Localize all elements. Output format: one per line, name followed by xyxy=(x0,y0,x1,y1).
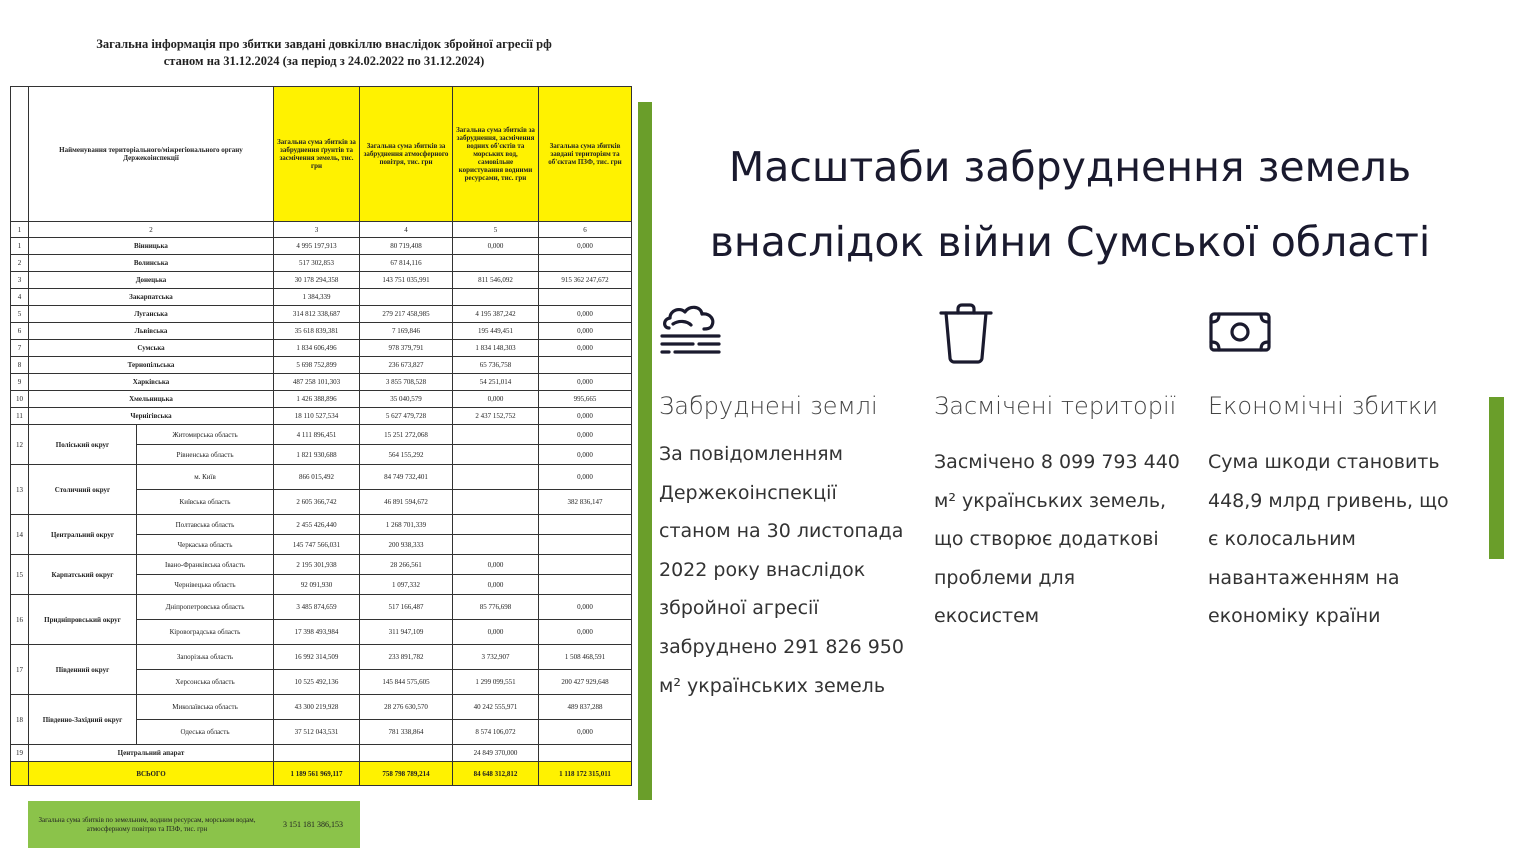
air-value: 67 814,116 xyxy=(360,255,453,272)
region-name: Херсонська область xyxy=(137,670,274,695)
region-name: Львівська xyxy=(29,323,274,340)
reserve-value xyxy=(539,357,632,374)
row-index: 3 xyxy=(11,272,29,289)
column-heading: Економічні збитки xyxy=(1208,392,1439,420)
water-value: 40 242 555,971 xyxy=(453,695,539,720)
reserve-value xyxy=(539,255,632,272)
row-index: 2 xyxy=(11,255,29,272)
water-value: 24 849 370,000 xyxy=(453,745,539,762)
smog-icon xyxy=(659,300,723,364)
slide-title-line-2: внаслідок війни Сумської області xyxy=(709,218,1431,266)
trash-icon xyxy=(934,300,998,364)
column-text: Засмічено 8 099 793 440 м² українських земель, що створює додаткові проблеми для екосистем xyxy=(934,451,1180,628)
soil-value: 2 455 426,440 xyxy=(274,515,360,535)
reserve-value xyxy=(539,515,632,535)
soil-value: 37 512 043,531 xyxy=(274,720,360,745)
column-number-row xyxy=(11,222,632,238)
summary-value: 3 151 181 386,153 xyxy=(283,820,343,829)
air-value: 1 268 701,339 xyxy=(360,515,453,535)
region-name: Черкаська область xyxy=(137,535,274,555)
air-value: 279 217 458,985 xyxy=(360,306,453,323)
water-value: 0,000 xyxy=(453,620,539,645)
column-text: За повідомленням Держекоінспекції станом на 30 листопада 2022 року внаслідок збройної агресії забруднено 291 826 950 м² українських земель xyxy=(659,443,904,697)
row-index: 6 xyxy=(11,323,29,340)
soil-value: 5 698 752,899 xyxy=(274,357,360,374)
row-index: 10 xyxy=(11,391,29,408)
soil-value: 35 618 839,381 xyxy=(274,323,360,340)
water-total: 84 648 312,812 xyxy=(453,762,539,786)
soil-value: 30 178 294,358 xyxy=(274,272,360,289)
water-value xyxy=(453,490,539,515)
total-summary-box xyxy=(28,801,360,848)
reserve-value: 0,000 xyxy=(539,374,632,391)
region-name: Миколаївська область xyxy=(137,695,274,720)
document-subtitle: станом на 31.12.2024 (за період з 24.02.2022 по 31.12.2024) xyxy=(163,54,485,68)
reserve-value xyxy=(539,289,632,306)
region-name: Кіровоградська область xyxy=(137,620,274,645)
table-row xyxy=(11,238,632,255)
soil-value: 4 111 896,451 xyxy=(274,425,360,445)
reserve-value: 0,000 xyxy=(539,323,632,340)
air-value: 46 891 594,672 xyxy=(360,490,453,515)
table-row xyxy=(11,515,632,535)
region-name: Луганська xyxy=(29,306,274,323)
reserve-value: 0,000 xyxy=(539,445,632,465)
water-value xyxy=(453,255,539,272)
water-value: 1 299 099,551 xyxy=(453,670,539,695)
reserve-value: 0,000 xyxy=(539,425,632,445)
row-index: 4 xyxy=(11,289,29,306)
soil-value: 3 485 874,659 xyxy=(274,595,360,620)
col-number: 2 xyxy=(29,222,274,238)
air-value: 5 627 479,728 xyxy=(360,408,453,425)
row-index: 19 xyxy=(11,745,29,762)
water-value: 54 251,014 xyxy=(453,374,539,391)
region-name: Хмельницька xyxy=(29,391,274,408)
water-value: 4 195 387,242 xyxy=(453,306,539,323)
table-row xyxy=(11,323,632,340)
summary-label: Загальна сума збитків по земельним, водним ресурсам, морським водам, атмосферному повітрю та ПЗФ, тис. грн xyxy=(38,815,256,833)
row-index: 16 xyxy=(11,595,29,645)
water-value xyxy=(453,535,539,555)
reserve-value: 1 508 468,591 xyxy=(539,645,632,670)
region-name: Центральний апарат xyxy=(29,745,274,762)
air-value: 15 251 272,068 xyxy=(360,425,453,445)
air-value: 28 276 630,570 xyxy=(360,695,453,720)
air-value: 978 379,791 xyxy=(360,340,453,357)
district-name: Південний округ xyxy=(29,645,137,695)
air-total: 758 798 789,214 xyxy=(360,762,453,786)
table-row xyxy=(11,695,632,720)
air-value: 311 947,109 xyxy=(360,620,453,645)
region-name: Донецька xyxy=(29,272,274,289)
table-row xyxy=(11,595,632,620)
column-text: Сума шкоди становить 448,9 млрд гривень, що є колосальним навантаженням на економіку країни xyxy=(1208,451,1449,628)
soil-total: 1 189 561 969,117 xyxy=(274,762,360,786)
air-value: 781 338,864 xyxy=(360,720,453,745)
reserve-value xyxy=(539,745,632,762)
district-name: Придніпровський округ xyxy=(29,595,137,645)
water-value xyxy=(453,465,539,490)
soil-value: 16 992 314,509 xyxy=(274,645,360,670)
table-row xyxy=(11,340,632,357)
header-reserve: Загальна сума збитків завдані територіям та об'єктам ПЗФ, тис. грн xyxy=(539,87,632,222)
water-value: 2 437 152,752 xyxy=(453,408,539,425)
reserve-value: 0,000 xyxy=(539,620,632,645)
water-value: 0,000 xyxy=(453,238,539,255)
soil-value: 487 258 101,303 xyxy=(274,374,360,391)
col-number: 4 xyxy=(360,222,453,238)
row-index: 13 xyxy=(11,465,29,515)
region-name: Одеська область xyxy=(137,720,274,745)
soil-value: 18 110 527,534 xyxy=(274,408,360,425)
soil-value: 866 015,492 xyxy=(274,465,360,490)
reserve-value: 382 836,147 xyxy=(539,490,632,515)
column-heading: Забруднені землі xyxy=(659,392,878,420)
soil-value: 1 834 606,496 xyxy=(274,340,360,357)
reserve-value xyxy=(539,575,632,595)
region-name: м. Київ xyxy=(137,465,274,490)
water-value xyxy=(453,425,539,445)
col-number: 3 xyxy=(274,222,360,238)
region-name: Рівненська область xyxy=(137,445,274,465)
air-value: 517 166,487 xyxy=(360,595,453,620)
reserve-value: 0,000 xyxy=(539,595,632,620)
soil-value: 10 525 492,136 xyxy=(274,670,360,695)
soil-value: 517 302,853 xyxy=(274,255,360,272)
region-name: Запорізька область xyxy=(137,645,274,670)
reserve-value: 489 837,288 xyxy=(539,695,632,720)
region-name: Київська область xyxy=(137,490,274,515)
region-name: Закарпатська xyxy=(29,289,274,306)
row-index: 14 xyxy=(11,515,29,555)
table-row xyxy=(11,272,632,289)
air-value: 35 040,579 xyxy=(360,391,453,408)
economic-losses-column xyxy=(1208,300,1456,636)
table-row xyxy=(11,306,632,323)
region-name: Житомирська область xyxy=(137,425,274,445)
water-value xyxy=(453,289,539,306)
row-index xyxy=(11,762,29,786)
air-value: 7 169,846 xyxy=(360,323,453,340)
water-value: 1 834 148,303 xyxy=(453,340,539,357)
money-icon xyxy=(1208,300,1272,364)
soil-value: 4 995 197,913 xyxy=(274,238,360,255)
table-row xyxy=(11,555,632,575)
table-row xyxy=(11,745,632,762)
table-row xyxy=(11,357,632,374)
soil-value: 2 605 366,742 xyxy=(274,490,360,515)
region-name: Тернопільська xyxy=(29,357,274,374)
table-total-row xyxy=(11,762,632,786)
header-soil: Загальна сума збитків за забруднення ґрунтів та засмічення земель, тис. грн xyxy=(274,87,360,222)
row-index: 12 xyxy=(11,425,29,465)
district-name: Поліський округ xyxy=(29,425,137,465)
region-name: Івано-Франківська область xyxy=(137,555,274,575)
table-row xyxy=(11,374,632,391)
table-row xyxy=(11,289,632,306)
damage-table xyxy=(10,86,632,786)
accent-bar-right xyxy=(1489,397,1504,559)
water-value: 0,000 xyxy=(453,575,539,595)
air-value: 1 097,332 xyxy=(360,575,453,595)
district-name: Центральний округ xyxy=(29,515,137,555)
soil-value: 2 195 301,938 xyxy=(274,555,360,575)
region-name: Волинська xyxy=(29,255,274,272)
air-value: 145 844 575,605 xyxy=(360,670,453,695)
district-name: Карпатський округ xyxy=(29,555,137,595)
row-index: 1 xyxy=(11,238,29,255)
region-name: Вінницька xyxy=(29,238,274,255)
district-name: Столичний округ xyxy=(29,465,137,515)
air-value xyxy=(360,745,453,762)
accent-bar-left xyxy=(638,102,652,800)
air-value: 3 855 708,528 xyxy=(360,374,453,391)
total-label: ВСЬОГО xyxy=(29,762,274,786)
reserve-value xyxy=(539,555,632,575)
reserve-value: 0,000 xyxy=(539,720,632,745)
air-value: 143 751 035,991 xyxy=(360,272,453,289)
reserve-value: 0,000 xyxy=(539,238,632,255)
water-value xyxy=(453,515,539,535)
water-value: 85 776,698 xyxy=(453,595,539,620)
region-name: Чернівецька область xyxy=(137,575,274,595)
reserve-value: 0,000 xyxy=(539,306,632,323)
row-index: 9 xyxy=(11,374,29,391)
row-index: 17 xyxy=(11,645,29,695)
soil-value: 17 398 493,984 xyxy=(274,620,360,645)
slide-title-line-1: Масштаби забруднення земель xyxy=(728,143,1412,191)
table-row xyxy=(11,645,632,670)
reserve-value: 0,000 xyxy=(539,340,632,357)
air-value: 84 749 732,401 xyxy=(360,465,453,490)
row-index: 5 xyxy=(11,306,29,323)
water-value: 65 736,758 xyxy=(453,357,539,374)
slide-title xyxy=(660,130,1480,280)
air-value: 236 673,827 xyxy=(360,357,453,374)
reserve-value: 915 362 247,672 xyxy=(539,272,632,289)
row-index: 7 xyxy=(11,340,29,357)
water-value: 195 449,451 xyxy=(453,323,539,340)
water-value: 0,000 xyxy=(453,391,539,408)
table-row xyxy=(11,255,632,272)
region-name: Дніпропетровська область xyxy=(137,595,274,620)
header-name: Найменування територіального/міжрегіонального органу Держекоінспекції xyxy=(29,87,274,222)
soil-value: 1 821 930,688 xyxy=(274,445,360,465)
reserve-value: 200 427 929,648 xyxy=(539,670,632,695)
soil-value: 1 384,339 xyxy=(274,289,360,306)
water-value: 811 546,092 xyxy=(453,272,539,289)
column-heading: Засмічені території xyxy=(934,392,1177,420)
air-value: 80 719,408 xyxy=(360,238,453,255)
water-value xyxy=(453,445,539,465)
table-row xyxy=(11,391,632,408)
table-header-row xyxy=(11,87,632,222)
polluted-lands-column xyxy=(659,300,907,705)
row-index: 8 xyxy=(11,357,29,374)
air-value: 200 938,333 xyxy=(360,535,453,555)
col-number: 6 xyxy=(539,222,632,238)
district-name: Південно-Західний округ xyxy=(29,695,137,745)
reserve-total: 1 118 172 315,011 xyxy=(539,762,632,786)
document-title: Загальна інформація про збитки завдані довкіллю внаслідок збройної агресії рф xyxy=(96,37,552,51)
header-index xyxy=(11,87,29,222)
region-name: Харківська xyxy=(29,374,274,391)
header-air: Загальна сума збитків за забруднення атмосферного повітря, тис. грн xyxy=(360,87,453,222)
soil-value: 92 091,930 xyxy=(274,575,360,595)
littered-territories-column xyxy=(934,300,1182,636)
water-value: 8 574 106,072 xyxy=(453,720,539,745)
region-name: Сумська xyxy=(29,340,274,357)
soil-value: 43 300 219,928 xyxy=(274,695,360,720)
col-number: 1 xyxy=(11,222,29,238)
air-value: 564 155,292 xyxy=(360,445,453,465)
air-value: 233 891,782 xyxy=(360,645,453,670)
region-name: Чернігівська xyxy=(29,408,274,425)
col-number: 5 xyxy=(453,222,539,238)
water-value: 0,000 xyxy=(453,555,539,575)
soil-value: 314 812 338,687 xyxy=(274,306,360,323)
table-row xyxy=(11,465,632,490)
soil-value: 145 747 566,031 xyxy=(274,535,360,555)
table-row xyxy=(11,425,632,445)
reserve-value xyxy=(539,535,632,555)
table-row xyxy=(11,408,632,425)
air-value xyxy=(360,289,453,306)
row-index: 15 xyxy=(11,555,29,595)
region-name: Полтавська область xyxy=(137,515,274,535)
soil-value xyxy=(274,745,360,762)
reserve-value: 0,000 xyxy=(539,408,632,425)
reserve-value: 0,000 xyxy=(539,465,632,490)
header-water: Загальна сума збитків за забруднення, засмічення водних об'єктів та морських вод, самовільне користування водними ресурсами, тис. грн xyxy=(453,87,539,222)
water-value: 3 732,907 xyxy=(453,645,539,670)
reserve-value: 995,665 xyxy=(539,391,632,408)
row-index: 18 xyxy=(11,695,29,745)
damage-report-document xyxy=(0,0,652,864)
air-value: 28 266,561 xyxy=(360,555,453,575)
soil-value: 1 426 388,896 xyxy=(274,391,360,408)
row-index: 11 xyxy=(11,408,29,425)
